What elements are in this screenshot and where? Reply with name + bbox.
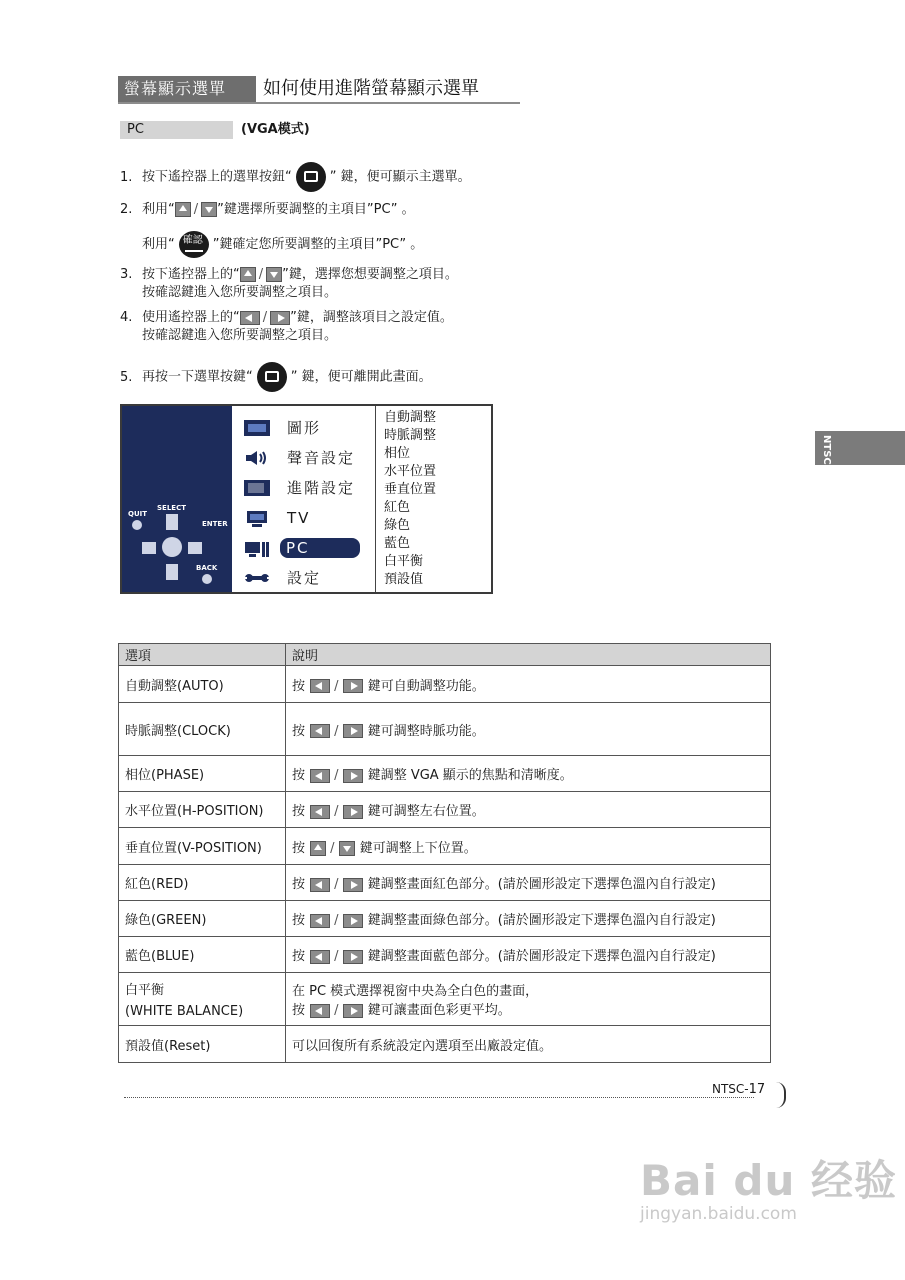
- row-desc: 按 / 鍵調整畫面藍色部分。(請於圖形設定下選擇色溫內自行設定): [286, 937, 771, 973]
- step-text: 使用遙控器上的“: [142, 310, 240, 325]
- table-row: [119, 973, 771, 1026]
- table-row: [119, 666, 771, 703]
- row-desc: 按 / 鍵可調整上下位置。: [286, 828, 771, 865]
- step-number: 1.: [120, 169, 133, 185]
- step-number: 2.: [120, 202, 133, 217]
- step-text: 利用“: [142, 202, 175, 217]
- menu-item-sound: 聲音設定: [232, 446, 376, 470]
- step-text: 按確認鍵進入您所要調整之項目。: [142, 328, 338, 343]
- row-desc: 按 / 鍵調整 VGA 顯示的焦點和清晰度。: [286, 756, 771, 792]
- quit-button-icon: [132, 520, 142, 530]
- enter-button-icon: [162, 537, 182, 557]
- step-1: [120, 162, 471, 192]
- row-desc: 按 / 鍵可調整左右位置。: [286, 792, 771, 828]
- step-text: 按下遙控器上的“: [142, 267, 240, 282]
- back-label: BACK: [196, 564, 218, 572]
- table-row: [119, 901, 771, 937]
- page-title: 如何使用進階螢幕顯示選單: [263, 78, 479, 99]
- left-key-icon: [310, 805, 330, 819]
- menu-button-icon: [257, 362, 287, 392]
- step-number: 3.: [120, 267, 133, 282]
- step-text: ”鍵，調整該項目之設定值。: [290, 310, 453, 325]
- step-text: ” 鍵，便可離開此畫面。: [290, 369, 432, 385]
- menu-item-tv: TV: [232, 506, 376, 530]
- row-item: 時脈調整(CLOCK): [119, 703, 286, 756]
- left-key-icon: [310, 1004, 330, 1018]
- row-desc: 按 / 鍵調整畫面綠色部分。(請於圖形設定下選擇色溫內自行設定): [286, 901, 771, 937]
- step-2: 2. 利用“ / ”鍵選擇所要調整的主項目”PC” 。: [120, 202, 415, 217]
- row-item: 綠色(GREEN): [119, 901, 286, 937]
- menu-item-settings: 設定: [232, 566, 376, 590]
- page-number: NTSC-17: [712, 1082, 766, 1097]
- left-key-icon: [310, 878, 330, 892]
- menu-item-pc: PC: [232, 536, 376, 560]
- tv-icon: [244, 510, 270, 526]
- step-text: 按下遙控器上的選單按鈕“: [142, 169, 292, 185]
- submenu-item: 垂直位置: [384, 482, 437, 497]
- down-key-icon: [339, 841, 355, 856]
- column-header-desc: 說明: [286, 644, 771, 666]
- right-key-icon: [270, 311, 290, 325]
- options-table: [118, 643, 771, 1063]
- step-text: ”鍵選擇所要調整的主項目”PC” 。: [217, 202, 415, 217]
- right-key-icon: [343, 878, 363, 892]
- pc-tag: PC: [120, 121, 233, 139]
- row-item: 相位(PHASE): [119, 756, 286, 792]
- row-desc: 按 / 鍵調整畫面紅色部分。(請於圖形設定下選擇色溫內自行設定): [286, 865, 771, 901]
- step-text: 按確認鍵進入您所要調整之項目。: [142, 285, 338, 300]
- step-4: 4. 使用遙控器上的“ / ”鍵，調整該項目之設定值。 按確認鍵進入您所要調整之項目。: [120, 310, 453, 343]
- right-key-icon: [343, 950, 363, 964]
- row-desc: 可以回復所有系統設定內選項至出廠設定值。: [286, 1026, 771, 1063]
- step-text: 利用“: [142, 237, 175, 252]
- row-item: 預設值(Reset): [119, 1026, 286, 1063]
- side-tab-ntsc: NTSC: [815, 431, 905, 465]
- row-desc: 在 PC 模式選擇視窗中央為全白色的畫面， 按 / 鍵可讓畫面色彩更平均。: [286, 973, 771, 1026]
- up-key-icon: [240, 267, 256, 282]
- down-key-icon: [201, 202, 217, 217]
- step-number: 4.: [120, 310, 133, 325]
- right-key-icon: [343, 769, 363, 783]
- up-arrow-icon: [166, 514, 178, 530]
- up-key-icon: [175, 202, 191, 217]
- right-arrow-icon: [188, 542, 202, 554]
- row-item: 水平位置(H-POSITION): [119, 792, 286, 828]
- row-desc: 按 / 鍵可調整時脈功能。: [286, 703, 771, 756]
- up-key-icon: [310, 841, 326, 856]
- step-3: 3. 按下遙控器上的“ / ”鍵，選擇您想要調整之項目。 按確認鍵進入您所要調整之項目。: [120, 267, 458, 300]
- right-key-icon: [343, 805, 363, 819]
- pc-icon: [244, 540, 270, 556]
- table-row: [119, 756, 771, 792]
- left-arrow-icon: [142, 542, 156, 554]
- speaker-icon: [244, 450, 270, 466]
- left-key-icon: [240, 311, 260, 325]
- table-row: [119, 937, 771, 973]
- left-key-icon: [310, 914, 330, 928]
- footer-divider: [124, 1097, 754, 1098]
- row-item: 藍色(BLUE): [119, 937, 286, 973]
- down-key-icon: [266, 267, 282, 282]
- enter-label: ENTER: [202, 520, 228, 528]
- step-number: 5.: [120, 369, 133, 385]
- picture-icon: [244, 420, 270, 436]
- left-key-icon: [310, 679, 330, 693]
- menu-item-advanced: 進階設定: [232, 476, 376, 500]
- table-header-row: [119, 644, 771, 666]
- select-label: SELECT: [157, 504, 186, 512]
- table-row: [119, 703, 771, 756]
- wrench-icon: [244, 570, 270, 586]
- row-item: 紅色(RED): [119, 865, 286, 901]
- row-item: 自動調整(AUTO): [119, 666, 286, 703]
- section-tag: 螢幕顯示選單: [118, 76, 256, 102]
- row-desc: 按 / 鍵可自動調整功能。: [286, 666, 771, 703]
- table-row: [119, 865, 771, 901]
- page-header: [118, 76, 520, 104]
- step-text: ” 鍵，便可顯示主選單。: [329, 169, 471, 185]
- step-text: ”鍵，選擇您想要調整之項目。: [282, 267, 458, 282]
- left-key-icon: [310, 724, 330, 738]
- back-button-icon: [202, 574, 212, 584]
- step-text: ”鍵確定您所要調整的主項目”PC” 。: [212, 237, 424, 252]
- down-arrow-icon: [166, 564, 178, 580]
- row-item: 垂直位置(V-POSITION): [119, 828, 286, 865]
- osd-main-menu: [232, 406, 376, 592]
- table-row: [119, 1026, 771, 1063]
- step-text: 再按一下選單按鍵“: [142, 369, 253, 385]
- submenu-item: 藍色: [384, 536, 411, 551]
- submenu-item: 水平位置: [384, 464, 437, 479]
- advanced-settings-icon: [244, 480, 270, 496]
- submenu-item: 預設值: [384, 572, 424, 587]
- osd-submenu: [378, 409, 490, 589]
- step-5: [120, 362, 432, 392]
- row-item: 白平衡 (WHITE BALANCE): [119, 973, 286, 1026]
- menu-item-picture: 圖形: [232, 416, 376, 440]
- left-key-icon: [310, 769, 330, 783]
- right-key-icon: [343, 914, 363, 928]
- remote-control-panel: [122, 406, 232, 592]
- page-bracket: [776, 1082, 786, 1108]
- right-key-icon: [343, 1004, 363, 1018]
- pc-mode-label: (VGA模式): [241, 122, 310, 137]
- table-row: [119, 828, 771, 865]
- submenu-item: 時脈調整: [384, 428, 437, 443]
- submenu-item: 綠色: [384, 518, 411, 533]
- confirm-button-icon: 確認: [179, 231, 209, 258]
- submenu-item: 自動調整: [384, 410, 437, 425]
- left-key-icon: [310, 950, 330, 964]
- watermark: Bai du 经验 jingyan.baidu.com: [640, 1156, 897, 1224]
- right-key-icon: [343, 679, 363, 693]
- column-header-item: 選項: [119, 644, 286, 666]
- table-row: [119, 792, 771, 828]
- osd-menu-illustration: [120, 404, 493, 594]
- submenu-item: 紅色: [384, 500, 411, 515]
- step-2b: [120, 231, 423, 258]
- menu-button-icon: [296, 162, 326, 192]
- submenu-item: 相位: [384, 446, 411, 461]
- right-key-icon: [343, 724, 363, 738]
- quit-label: QUIT: [128, 510, 148, 518]
- submenu-item: 白平衡: [384, 554, 424, 569]
